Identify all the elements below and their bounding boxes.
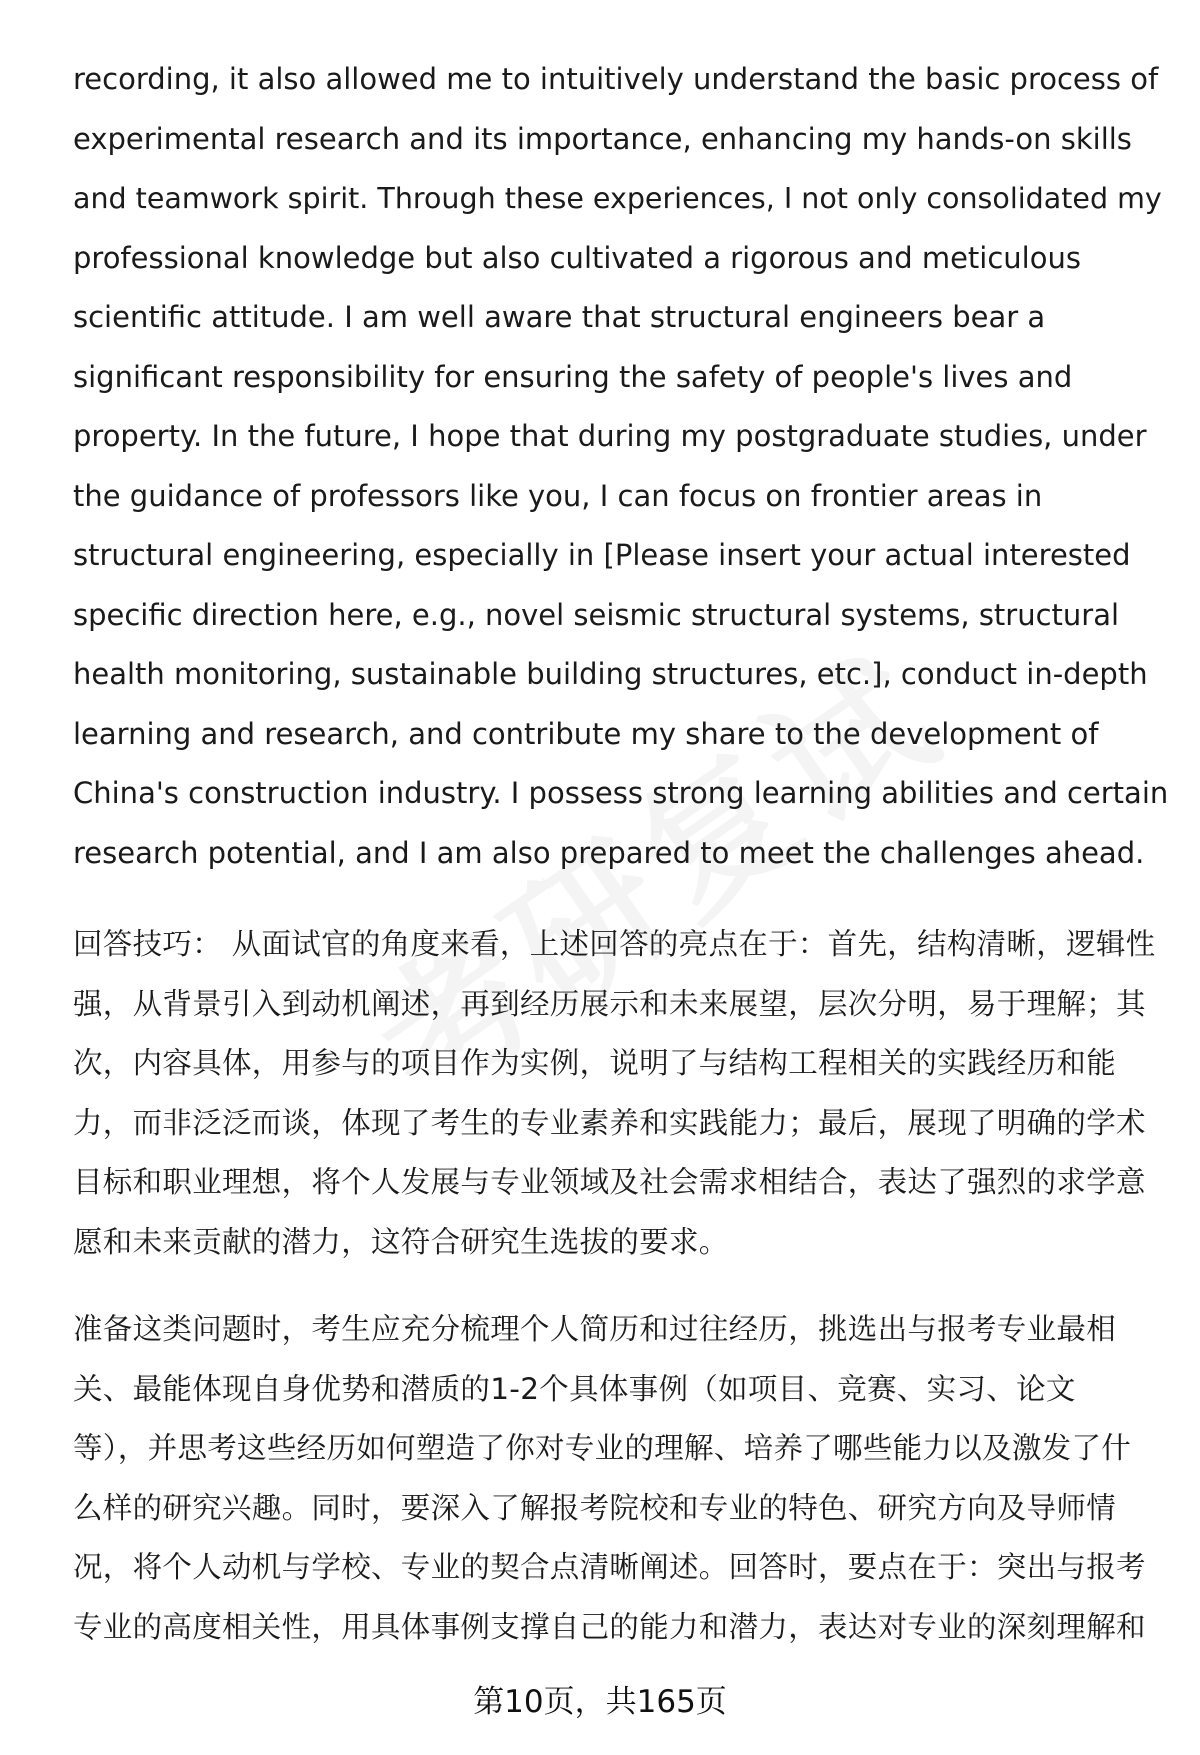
text-line: 目标和职业理想，将个人发展与专业领域及社会需求相结合，表达了强烈的求学意	[73, 1165, 1146, 1199]
text-line: 关、最能体现自身优势和潜质的1-2个具体事例（如项目、竞赛、实习、论文	[73, 1371, 1076, 1406]
text-line: structural engineering, especially in [Please insert your actual interested	[73, 538, 1131, 572]
text-line: 次，内容具体，用参与的项目作为实例，说明了与结构工程相关的实践经历和能	[73, 1046, 1117, 1080]
text-line: 力，而非泛泛而谈，体现了考生的专业素养和实践能力；最后，展现了明确的学术	[73, 1105, 1146, 1140]
text-line: experimental research and its importance, enhancing my hands-on skills	[73, 121, 1132, 156]
english-paragraph	[73, 50, 1169, 883]
text-line: 准备这类问题时，考生应充分梳理个人简历和过往经历，挑选出与报考专业最相	[73, 1312, 1117, 1346]
text-line: 么样的研究兴趣。同时，要深入了解报考院校和专业的特色、研究方向及导师情	[73, 1490, 1117, 1525]
text-line: 专业的高度相关性，用具体事例支撑自己的能力和潜力，表达对专业的深刻理解和	[73, 1609, 1146, 1644]
text-line: significant responsibility for ensuring the safety of people's lives and	[73, 359, 1073, 394]
text-line: 回答技巧： 从面试官的角度来看，上述回答的亮点在于：首先，结构清晰，逻辑性	[73, 927, 1156, 961]
text-line: China's construction industry. I possess strong learning abilities and certain	[73, 776, 1169, 810]
answer-tips-paragraph	[73, 915, 1163, 1272]
text-line: and teamwork spirit. Through these experiences, I not only consolidated my	[73, 182, 1162, 215]
text-line: 愿和未来贡献的潜力，这符合研究生选拔的要求。	[73, 1224, 729, 1259]
text-line: the guidance of professors like you, I can focus on frontier areas in	[73, 478, 1043, 513]
text-line: 况，将个人动机与学校、专业的契合点清晰阐述。回答时，要点在于：突出与报考	[73, 1550, 1146, 1584]
page-number-footer: 第10页，共165页	[473, 1684, 727, 1720]
text-line: professional knowledge but also cultivated a rigorous and meticulous	[73, 240, 1081, 275]
text-line: health monitoring, sustainable building structures, etc.], conduct in-depth	[73, 657, 1148, 691]
text-line: scientific attitude. I am well aware that structural engineers bear a	[73, 300, 1046, 334]
text-line: 等），并思考这些经历如何塑造了你对专业的理解、培养了哪些能力以及激发了什	[73, 1431, 1132, 1465]
text-line: 强，从背景引入到动机阐述，再到经历展示和未来展望，层次分明，易于理解；其	[73, 986, 1146, 1021]
text-line: research potential, and I am also prepared to meet the challenges ahead.	[73, 835, 1145, 870]
preparation-paragraph	[73, 1300, 1163, 1657]
text-line: specific direction here, e.g., novel seismic structural systems, structural	[73, 597, 1120, 632]
text-line: learning and research, and contribute my share to the development of	[73, 716, 1099, 751]
text-line: recording, it also allowed me to intuitively understand the basic process of	[73, 62, 1159, 96]
text-line: property. In the future, I hope that during my postgraduate studies, under	[73, 419, 1147, 453]
